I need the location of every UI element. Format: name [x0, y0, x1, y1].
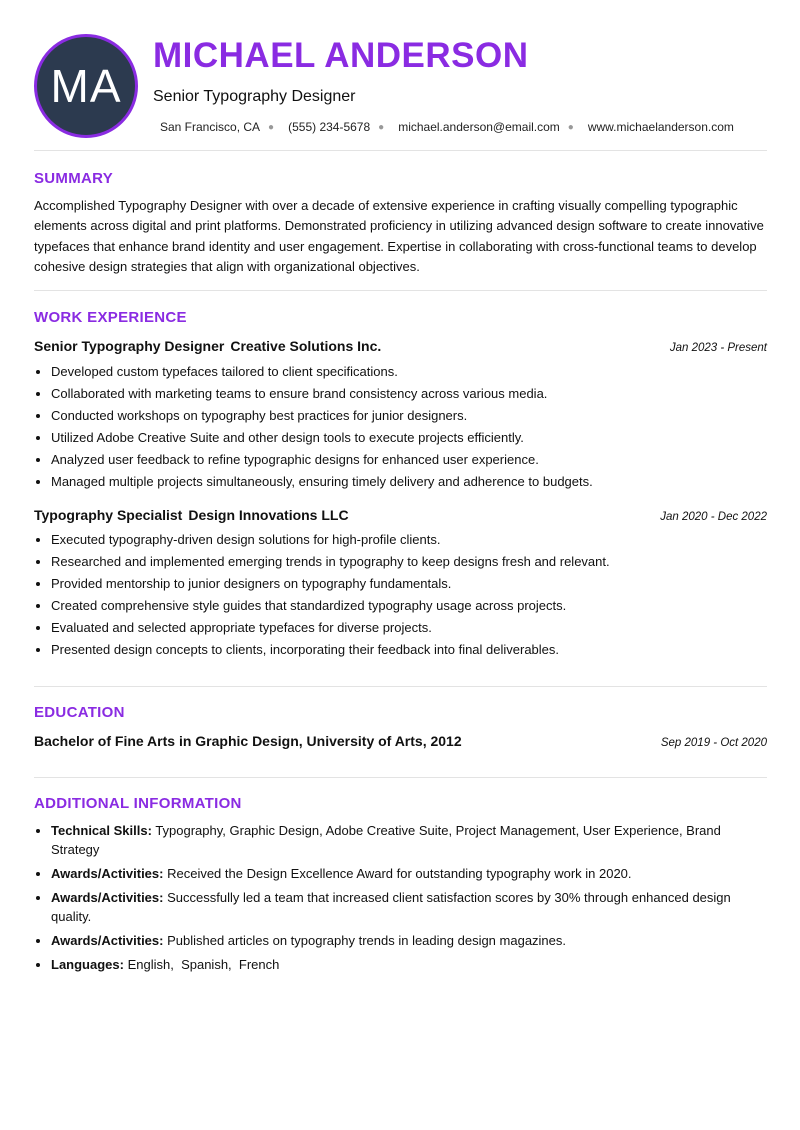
section-heading-education: EDUCATION [34, 704, 125, 721]
list-item: • Utilized Adobe Creative Suite and other design tools to execute projects efficiently. [51, 427, 767, 449]
list-item [51, 931, 767, 950]
contact-email[interactable]: michael.anderson@email.com [398, 120, 560, 134]
info-label: Languages: [51, 957, 124, 972]
job-role: Typography Specialist [34, 507, 183, 523]
divider [34, 686, 767, 687]
divider [34, 150, 767, 151]
job-bullets [34, 361, 767, 493]
list-item [51, 821, 767, 859]
job-title-line [34, 507, 349, 523]
info-text: Typography, Graphic Design, Adobe Creative Suite, Project Management, User Experience, Brand Strategy [51, 823, 721, 857]
education-degree: Bachelor of Fine Arts in Graphic Design, University of Arts, 2012 [34, 733, 462, 749]
job-header [34, 338, 767, 354]
job-company: Design Innovations LLC [188, 507, 349, 523]
contact-phone: (555) 234-5678 [288, 120, 371, 134]
education-dates: Sep 2019 - Oct 2020 [660, 737, 767, 749]
list-item: • Collaborated with marketing teams to ensure brand consistency across various media. [51, 383, 767, 405]
info-label: Awards/Activities: [51, 933, 164, 948]
list-item: • Provided mentorship to junior designers on typography fundamentals. [51, 573, 767, 595]
list-item: • Presented design concepts to clients, incorporating their feedback into final deliverables. [51, 639, 767, 661]
section-heading-summary: SUMMARY [34, 170, 114, 187]
list-item: • Evaluated and selected appropriate typefaces for diverse projects. [51, 617, 767, 639]
divider [34, 777, 767, 778]
list-item [51, 888, 767, 926]
avatar [34, 34, 138, 138]
list-item: • Conducted workshops on typography best practices for junior designers. [51, 405, 767, 427]
info-text: Successfully led a team that increased client satisfaction scores by 30% through enhanced design quality. [51, 890, 731, 924]
info-label: Awards/Activities: [51, 866, 164, 881]
info-text: Published articles on typography trends in leading design magazines. [167, 933, 567, 948]
job-role: Senior Typography Designer [34, 338, 225, 354]
section-heading-additional: ADDITIONAL INFORMATION [34, 795, 242, 812]
contact-location: San Francisco, CA [160, 120, 261, 134]
avatar-initials: MA [50, 60, 122, 112]
list-item: • Executed typography-driven design solutions for high-profile clients. [51, 529, 767, 551]
job-dates: Jan 2023 - Present [669, 342, 767, 354]
list-item [51, 955, 767, 974]
list-item: • Analyzed user feedback to refine typographic designs for enhanced user experience. [51, 449, 767, 471]
job-bullets [34, 529, 767, 661]
divider [34, 290, 767, 291]
list-item [51, 864, 767, 883]
info-text: English, Spanish, French [127, 957, 280, 972]
job-dates: Jan 2020 - Dec 2022 [660, 511, 767, 523]
candidate-title: Senior Typography Designer [153, 88, 356, 105]
list-item: • Developed custom typefaces tailored to client specifications. [51, 361, 767, 383]
separator-dot-icon: ● [567, 121, 574, 133]
info-text: Received the Design Excellence Award for outstanding typography work in 2020. [167, 866, 632, 881]
summary-text: Accomplished Typography Designer with over a decade of extensive experience in crafting visually compelling typographic elements across digital and print platforms. Demonstrated proficiency in utilizing advanced design software to create innovative typefaces that enhance brand identity and user engagement. Expertise in collaborating with cross-functional teams to develop cohesive design strategies that align with organizational objectives. [34, 198, 764, 274]
list-item: • Created comprehensive style guides that standardized typography usage across projects. [51, 595, 767, 617]
contact-website[interactable]: www.michaelanderson.com [587, 120, 734, 134]
separator-dot-icon: ● [268, 121, 275, 133]
education-entry [34, 733, 767, 749]
separator-dot-icon: ● [378, 121, 385, 133]
list-item: • Researched and implemented emerging trends in typography to keep designs fresh and relevant. [51, 551, 767, 573]
job-header [34, 507, 767, 523]
candidate-name: MICHAEL ANDERSON [153, 36, 529, 75]
additional-info-list [34, 821, 767, 979]
info-label: Awards/Activities: [51, 890, 164, 905]
job-company: Creative Solutions Inc. [230, 338, 382, 354]
info-label: Technical Skills: [51, 823, 152, 838]
contact-bar [160, 120, 734, 134]
section-heading-experience: WORK EXPERIENCE [34, 309, 187, 326]
job-title-line [34, 338, 381, 354]
list-item: • Managed multiple projects simultaneously, ensuring timely delivery and adherence to budgets. [51, 471, 767, 493]
